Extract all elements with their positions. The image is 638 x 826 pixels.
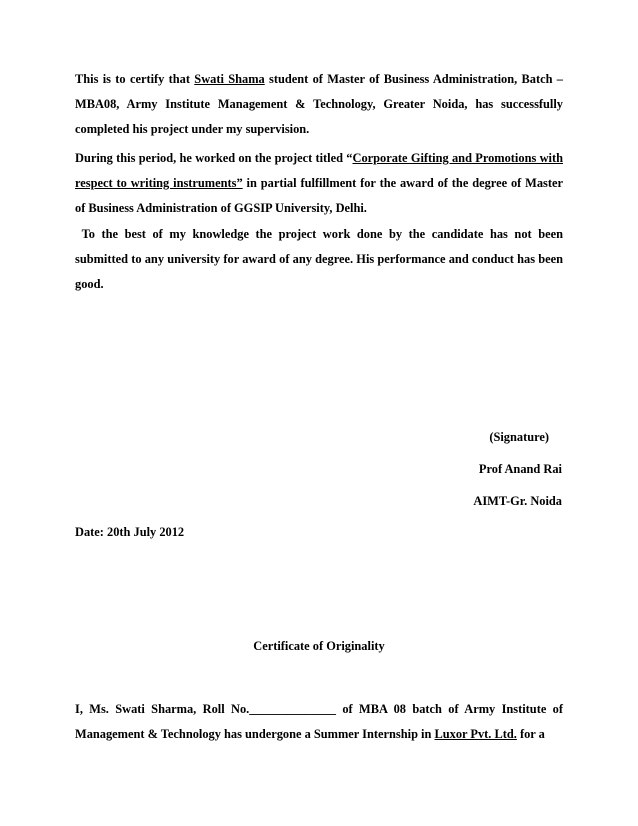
company-name: Luxor Pvt. Ltd.: [434, 727, 517, 741]
project-paragraph: [75, 146, 563, 221]
signatory-name: Prof Anand Rai: [478, 462, 562, 476]
project-text-end: in partial fulfillment for the award of the degree of Master of Business Administration of GGSIP University, Delhi.: [75, 176, 563, 215]
certificate-heading: Certificate of Originality: [253, 639, 385, 653]
project-text-start: During this period, he worked on the project titled “: [75, 151, 353, 165]
originality-text-start: I, Ms. Swati Sharma, Roll No.______________ of MBA 08 batch of Army Institute of Management & Technology has undergone a Summer Internship in: [75, 702, 563, 741]
originality-text-end: for a: [516, 727, 545, 741]
certification-text-end: student of Master of Business Administration, Batch – MBA08, Army Institute Management & Technology, Greater Noida, has successfully completed his project under my supervision.: [75, 72, 563, 136]
date-line: Date: 20th July 2012: [75, 525, 185, 539]
project-title: Corporate Gifting and Promotions with respect to writing instruments”: [75, 151, 563, 190]
knowledge-paragraph: To the best of my knowledge the project work done by the candidate has not been submitted to any university for award of any degree. His performance and conduct has been good.: [75, 227, 563, 291]
signature-label: (Signature): [489, 430, 549, 444]
certification-paragraph: [75, 67, 563, 142]
originality-paragraph: [75, 697, 563, 747]
student-name: Swati Shama: [194, 72, 265, 86]
certification-text-start: This is to certify that: [75, 72, 195, 86]
signatory-institute: AIMT-Gr. Noida: [473, 494, 562, 508]
